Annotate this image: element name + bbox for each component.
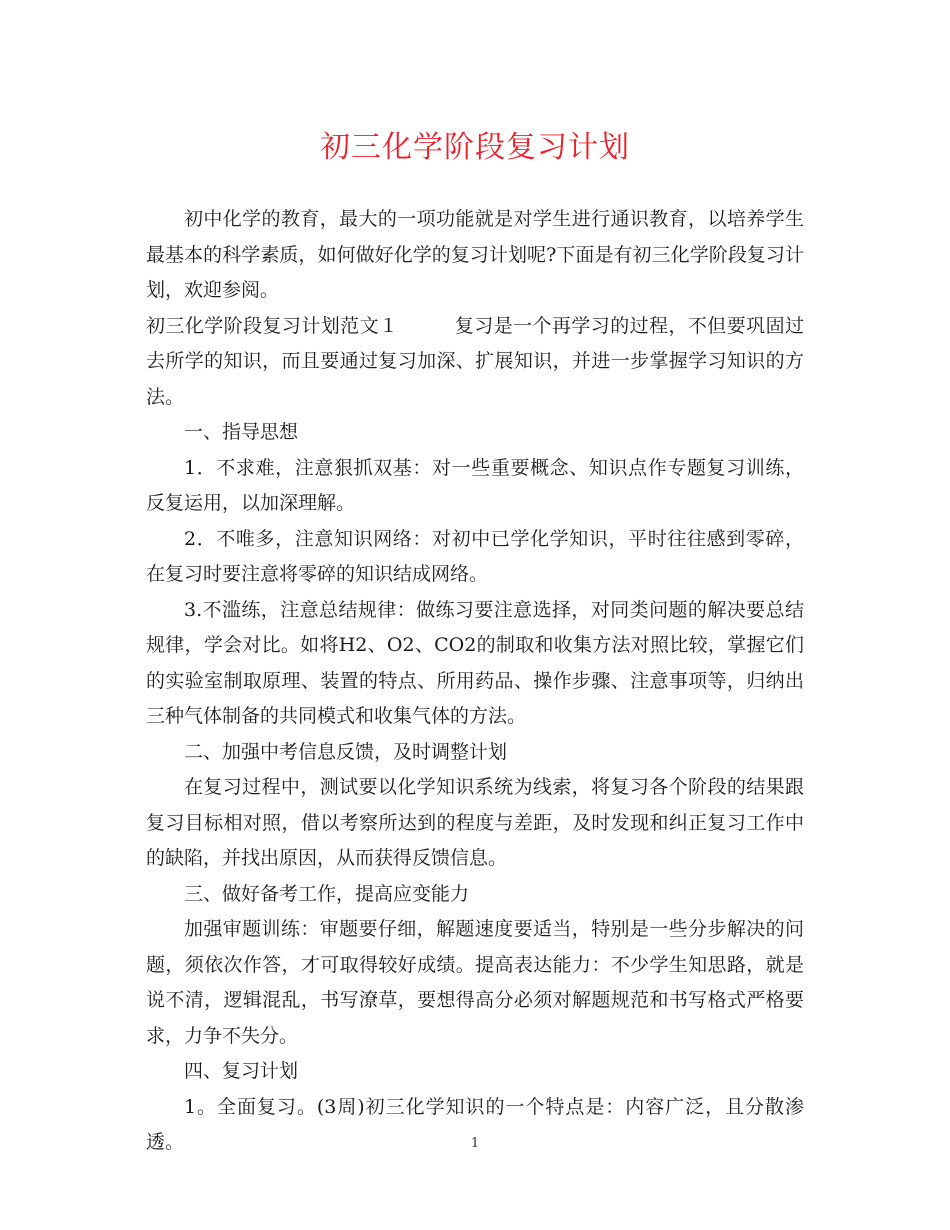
guideline-item-2: 2．不唯多，注意知识网络：对初中已学化学知识，平时往往感到零碎，在复习时要注意将零碎的知识结成网络。 [146,527,804,585]
intro-paragraph: 初中化学的教育，最大的一项功能就是对学生进行通识教育，以培养学生最基本的科学素质，如何做好化学的复习计划呢?下面是有初三化学阶段复习计划，欢迎参阅。 [146,208,804,301]
document-title: 初三化学阶段复习计划 [320,130,630,165]
section-3-paragraph: 加强审题训练：审题要仔细，解题速度要适当，特别是一些分步解决的问题，须依次作答，才可取得较好成绩。提高表达能力：不少学生知思路，就是说不清，逻辑混乱，书写潦草，要想得高分必须对解题规范和书写格式严格要求，力争不失分。 [146,918,804,1047]
sample-heading: 初三化学阶段复习计划范文１ [146,314,399,337]
page-number: 1 [470,1136,480,1151]
section-heading-1: 一、指导思想 [184,421,299,443]
sample-intro: 复习是一个再学习的过程，不但要巩固过去所学的知识，而且要通过复习加深、扩展知识，并进一步掌握学习知识的方法。 [146,314,804,408]
section-heading-3: 三、做好备考工作，提高应变能力 [184,882,470,905]
section-heading-4: 四、复习计划 [184,1060,299,1082]
guideline-item-3: 3.不滥练，注意总结规律：做练习要注意选择，对同类问题的解决要总结规律，学会对比。如将H2、O2、CO2的制取和收集方法对照比较，掌握它们的实验室制取原理、装置的特点、所用药品、操作步骤、注意事项等，归纳出三种气体制备的共同模式和收集气体的方法。 [146,598,804,727]
section-heading-2: 二、加强中考信息反馈，及时调整计划 [184,740,508,763]
document-body [146,202,804,1161]
section-2-paragraph: 在复习过程中，测试要以化学知识系统为线索，将复习各个阶段的结果跟复习目标相对照，借以考察所达到的程度与差距，及时发现和纠正复习工作中的缺陷，并找出原因，从而获得反馈信息。 [146,776,804,869]
guideline-item-1: 1．不求难，注意狠抓双基：对一些重要概念、知识点作专题复习训练，反复运用，以加深理解。 [146,456,804,514]
sample-paragraph [146,309,804,416]
plan-item-1: 1。全面复习。(3周)初三化学知识的一个特点是：内容广泛，且分散渗透。 [146,1095,804,1153]
